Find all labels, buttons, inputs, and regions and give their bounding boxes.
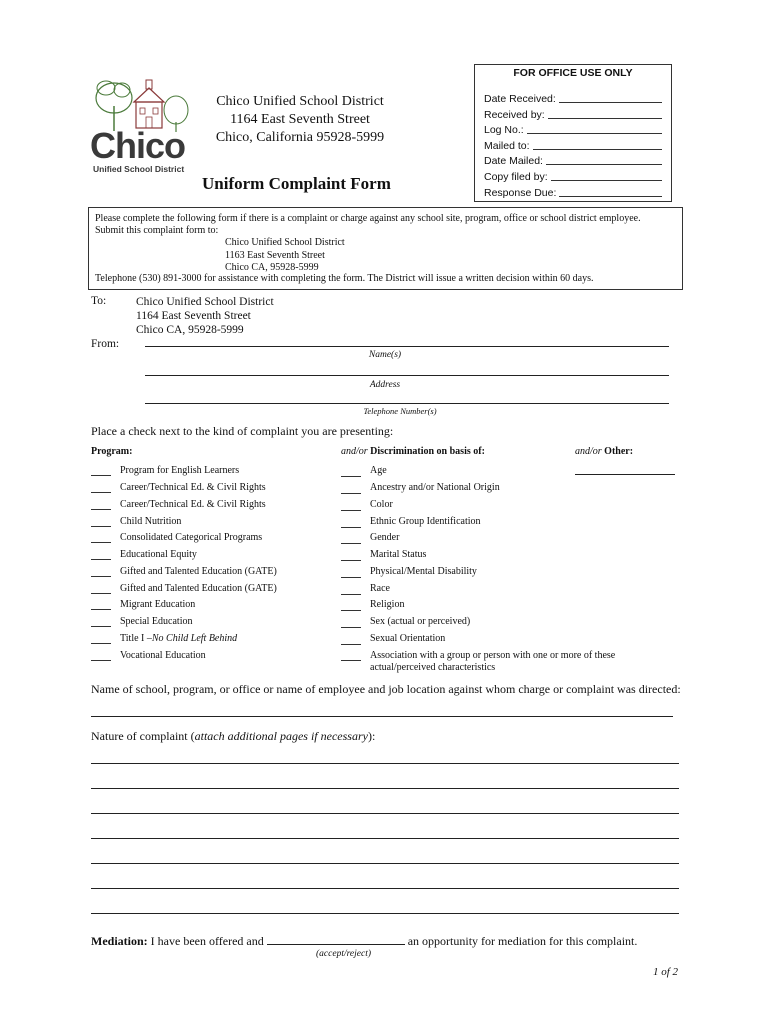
discrimination-label-wrap	[370, 482, 500, 494]
instructions-addr3: Chico CA, 95928-5999	[225, 262, 319, 273]
logo-wordmark: Chico	[90, 125, 186, 166]
program-item	[91, 465, 239, 476]
discrimination-label: Color	[370, 499, 393, 510]
discrimination-item	[341, 465, 387, 477]
discrimination-label-wrap	[370, 516, 481, 528]
program-checkbox-blank[interactable]	[91, 616, 111, 627]
discrimination-label-wrap	[370, 549, 426, 561]
discrimination-item	[341, 566, 477, 578]
nature-field-line[interactable]	[91, 863, 679, 864]
to-line3: Chico CA, 95928-5999	[136, 324, 244, 336]
other-prefix: and/or	[575, 446, 602, 457]
program-checkbox-blank[interactable]	[91, 583, 111, 594]
nature-field-line[interactable]	[91, 788, 679, 789]
other-field[interactable]	[575, 474, 675, 475]
to-line2: 1164 East Seventh Street	[136, 310, 251, 322]
program-item	[91, 549, 197, 560]
telephone-caption: Telephone Number(s)	[363, 406, 437, 416]
office-field-label: Copy filed by:	[484, 171, 548, 183]
address-field[interactable]	[145, 375, 669, 376]
program-header: Program:	[91, 446, 133, 457]
office-field-label: Received by:	[484, 108, 545, 121]
instructions-line2: Submit this complaint form to:	[95, 225, 219, 236]
discrimination-checkbox-blank[interactable]	[341, 550, 361, 561]
nature-field-line[interactable]	[91, 838, 679, 839]
program-item	[91, 650, 206, 661]
other-header-text: Other:	[604, 446, 634, 457]
discrimination-checkbox-blank[interactable]	[341, 533, 361, 544]
discrimination-item	[341, 499, 393, 511]
discrimination-label: Religion	[370, 599, 405, 610]
program-checkbox-blank[interactable]	[91, 465, 111, 476]
program-label: Consolidated Categorical Programs	[120, 532, 263, 543]
program-label: Program for English Learners	[120, 465, 240, 476]
program-checkbox-blank[interactable]	[91, 499, 111, 510]
discrimination-label: Association with a group or person with one or more of these	[370, 650, 616, 661]
to-line1: Chico Unified School District	[136, 296, 274, 308]
nature-italic: attach additional pages if necessary	[194, 729, 368, 743]
to-address	[136, 295, 274, 337]
discrimination-label-cont: actual/perceived characteristics	[370, 662, 496, 673]
program-label: Vocational Education	[120, 650, 206, 661]
telephone-field[interactable]	[145, 403, 669, 404]
discrimination-label-wrap	[370, 599, 404, 611]
names-field[interactable]	[145, 346, 669, 347]
discrimination-label: Physical/Mental Disability	[370, 566, 477, 577]
nature-label	[91, 729, 375, 744]
header-street: 1164 East Seventh Street	[230, 112, 370, 127]
office-field-label: Date Received:	[484, 93, 556, 105]
program-checkbox-blank[interactable]	[91, 482, 111, 493]
program-item	[91, 616, 192, 627]
discrimination-checkbox-blank[interactable]	[341, 500, 361, 511]
office-field-blank[interactable]	[548, 118, 662, 119]
program-label: Title I –	[120, 633, 152, 644]
discrimination-label: Sex (actual or perceived)	[370, 616, 471, 627]
discrimination-label: Marital Status	[370, 549, 427, 560]
office-field-blank[interactable]	[527, 133, 662, 134]
disc-header-text: Discrimination on basis of:	[370, 446, 485, 457]
school-question: Name of school, program, or office or name of employee and job location against whom charge or complaint was directed:	[91, 682, 681, 696]
discrimination-checkbox-blank[interactable]	[341, 567, 361, 578]
discrimination-checkbox-blank[interactable]	[341, 600, 361, 611]
discrimination-item	[341, 599, 404, 611]
office-field-label: Log No.:	[484, 124, 524, 137]
discrimination-label: Sexual Orientation	[370, 633, 446, 644]
program-checkbox-blank[interactable]	[91, 532, 111, 543]
program-label: Career/Technical Ed. & Civil Rights	[120, 482, 266, 493]
instructions-addr1: Chico Unified School District	[225, 237, 345, 248]
discrimination-label-wrap	[370, 633, 445, 645]
discrimination-checkbox-blank[interactable]	[341, 584, 361, 595]
office-field-label: Mailed to:	[484, 139, 530, 152]
header-city: Chico, California 95928-5999	[215, 130, 385, 145]
program-checkbox-blank[interactable]	[91, 633, 111, 644]
other-header	[575, 446, 633, 457]
form-title: Uniform Complaint Form	[202, 174, 391, 193]
office-field-row	[484, 106, 662, 121]
nature-label-end: ):	[367, 729, 376, 743]
discrimination-checkbox-blank[interactable]	[341, 466, 361, 477]
discrimination-item	[341, 616, 470, 628]
discrimination-label-wrap	[370, 499, 393, 511]
discrimination-label: Race	[370, 583, 390, 594]
office-field-row	[484, 137, 662, 152]
discrimination-item	[341, 650, 615, 674]
program-checkbox-blank[interactable]	[91, 566, 111, 577]
nature-label-text: Nature of complaint (	[91, 729, 195, 743]
program-label: Gifted and Talented Education (GATE)	[120, 583, 277, 594]
names-caption: Name(s)	[368, 350, 402, 360]
from-label: From:	[91, 338, 120, 350]
program-label-italic: No Child Left Behind	[151, 633, 238, 644]
mediation-hint: (accept/reject)	[316, 949, 372, 959]
office-field-row	[484, 152, 662, 167]
program-label: Career/Technical Ed. & Civil Rights	[120, 499, 266, 510]
nature-field-line[interactable]	[91, 813, 679, 814]
discrimination-item	[341, 583, 390, 595]
program-label: Migrant Education	[120, 599, 196, 610]
office-use-title: FOR OFFICE USE ONLY	[513, 67, 633, 79]
discrimination-checkbox-blank[interactable]	[341, 517, 361, 528]
office-field-row	[484, 90, 662, 105]
program-item	[91, 499, 266, 510]
mediation-text1: I have been offered and	[147, 934, 267, 948]
office-field-label: Date Mailed:	[484, 155, 543, 168]
nature-field-line[interactable]	[91, 888, 679, 889]
discrimination-item	[341, 482, 500, 494]
office-field-row	[484, 184, 662, 199]
discrimination-label-wrap	[370, 583, 390, 595]
program-item	[91, 583, 277, 594]
discrimination-label-wrap	[370, 616, 470, 628]
instructions-phone: Telephone (530) 891-3000 for assistance with completing the form. The District will issue a written decision within 60 days.	[95, 273, 594, 284]
program-checkbox-blank[interactable]	[91, 516, 111, 527]
office-field-blank[interactable]	[533, 149, 662, 150]
discrimination-checkbox-blank[interactable]	[341, 617, 361, 628]
instructions-box	[88, 207, 683, 290]
nature-field-line[interactable]	[91, 913, 679, 914]
discrimination-item	[341, 516, 481, 528]
program-item	[91, 516, 181, 527]
program-item	[91, 599, 195, 610]
logo-subtitle: Unified School District	[93, 164, 185, 174]
discrimination-checkbox-blank[interactable]	[341, 483, 361, 494]
instructions-line1: Please complete the following form if there is a complaint or charge against any school site, program, office or school district employee.	[95, 213, 641, 224]
program-label: Special Education	[120, 616, 193, 627]
discrimination-label: Ethnic Group Identification	[370, 516, 481, 527]
office-field-row	[484, 121, 662, 136]
program-checkbox-blank[interactable]	[91, 599, 111, 610]
office-use-box	[474, 64, 672, 202]
mediation-text2: an opportunity for mediation for this complaint.	[404, 934, 638, 948]
discrimination-item	[341, 532, 399, 544]
program-label: Child Nutrition	[120, 516, 182, 527]
to-label: To:	[91, 295, 107, 307]
discrimination-label-wrap	[370, 532, 399, 544]
disc-prefix: and/or	[341, 446, 368, 457]
office-field-row	[484, 168, 662, 183]
discrimination-label: Ancestry and/or National Origin	[370, 482, 500, 493]
discrimination-header	[341, 446, 485, 457]
header-address	[200, 93, 400, 147]
discrimination-checkbox-blank[interactable]	[341, 634, 361, 645]
instructions-addr2: 1163 East Seventh Street	[225, 250, 325, 261]
discrimination-label: Age	[370, 465, 387, 476]
office-field-blank[interactable]	[546, 164, 662, 165]
mediation-blank[interactable]	[267, 933, 405, 945]
office-field-blank[interactable]	[559, 102, 662, 103]
nature-field-line[interactable]	[91, 763, 679, 764]
program-item	[91, 532, 262, 543]
discrimination-checkbox-blank[interactable]	[341, 650, 361, 661]
office-field-blank[interactable]	[559, 196, 662, 197]
mediation-statement	[91, 933, 637, 949]
district-logo	[88, 76, 198, 180]
discrimination-label: Gender	[370, 532, 400, 543]
address-caption: Address	[369, 380, 401, 390]
office-field-label: Response Due:	[484, 186, 557, 199]
header-district: Chico Unified School District	[216, 94, 384, 109]
program-item	[91, 482, 266, 493]
office-field-blank[interactable]	[551, 180, 662, 181]
discrimination-item	[341, 633, 445, 645]
discrimination-label-wrap	[370, 566, 477, 578]
school-field[interactable]	[91, 716, 673, 717]
program-label: Gifted and Talented Education (GATE)	[120, 566, 277, 577]
complaint-kind-prompt: Place a check next to the kind of complaint you are presenting:	[91, 424, 394, 438]
discrimination-label-wrap	[370, 650, 615, 674]
program-item	[91, 566, 277, 577]
discrimination-item	[341, 549, 426, 561]
program-checkbox-blank[interactable]	[91, 549, 111, 560]
program-checkbox-blank[interactable]	[91, 650, 111, 661]
page-number: 1 of 2	[653, 966, 679, 978]
program-item	[91, 633, 237, 644]
discrimination-label-wrap	[370, 465, 387, 477]
program-label: Educational Equity	[120, 549, 197, 560]
mediation-bold: Mediation:	[91, 934, 148, 948]
